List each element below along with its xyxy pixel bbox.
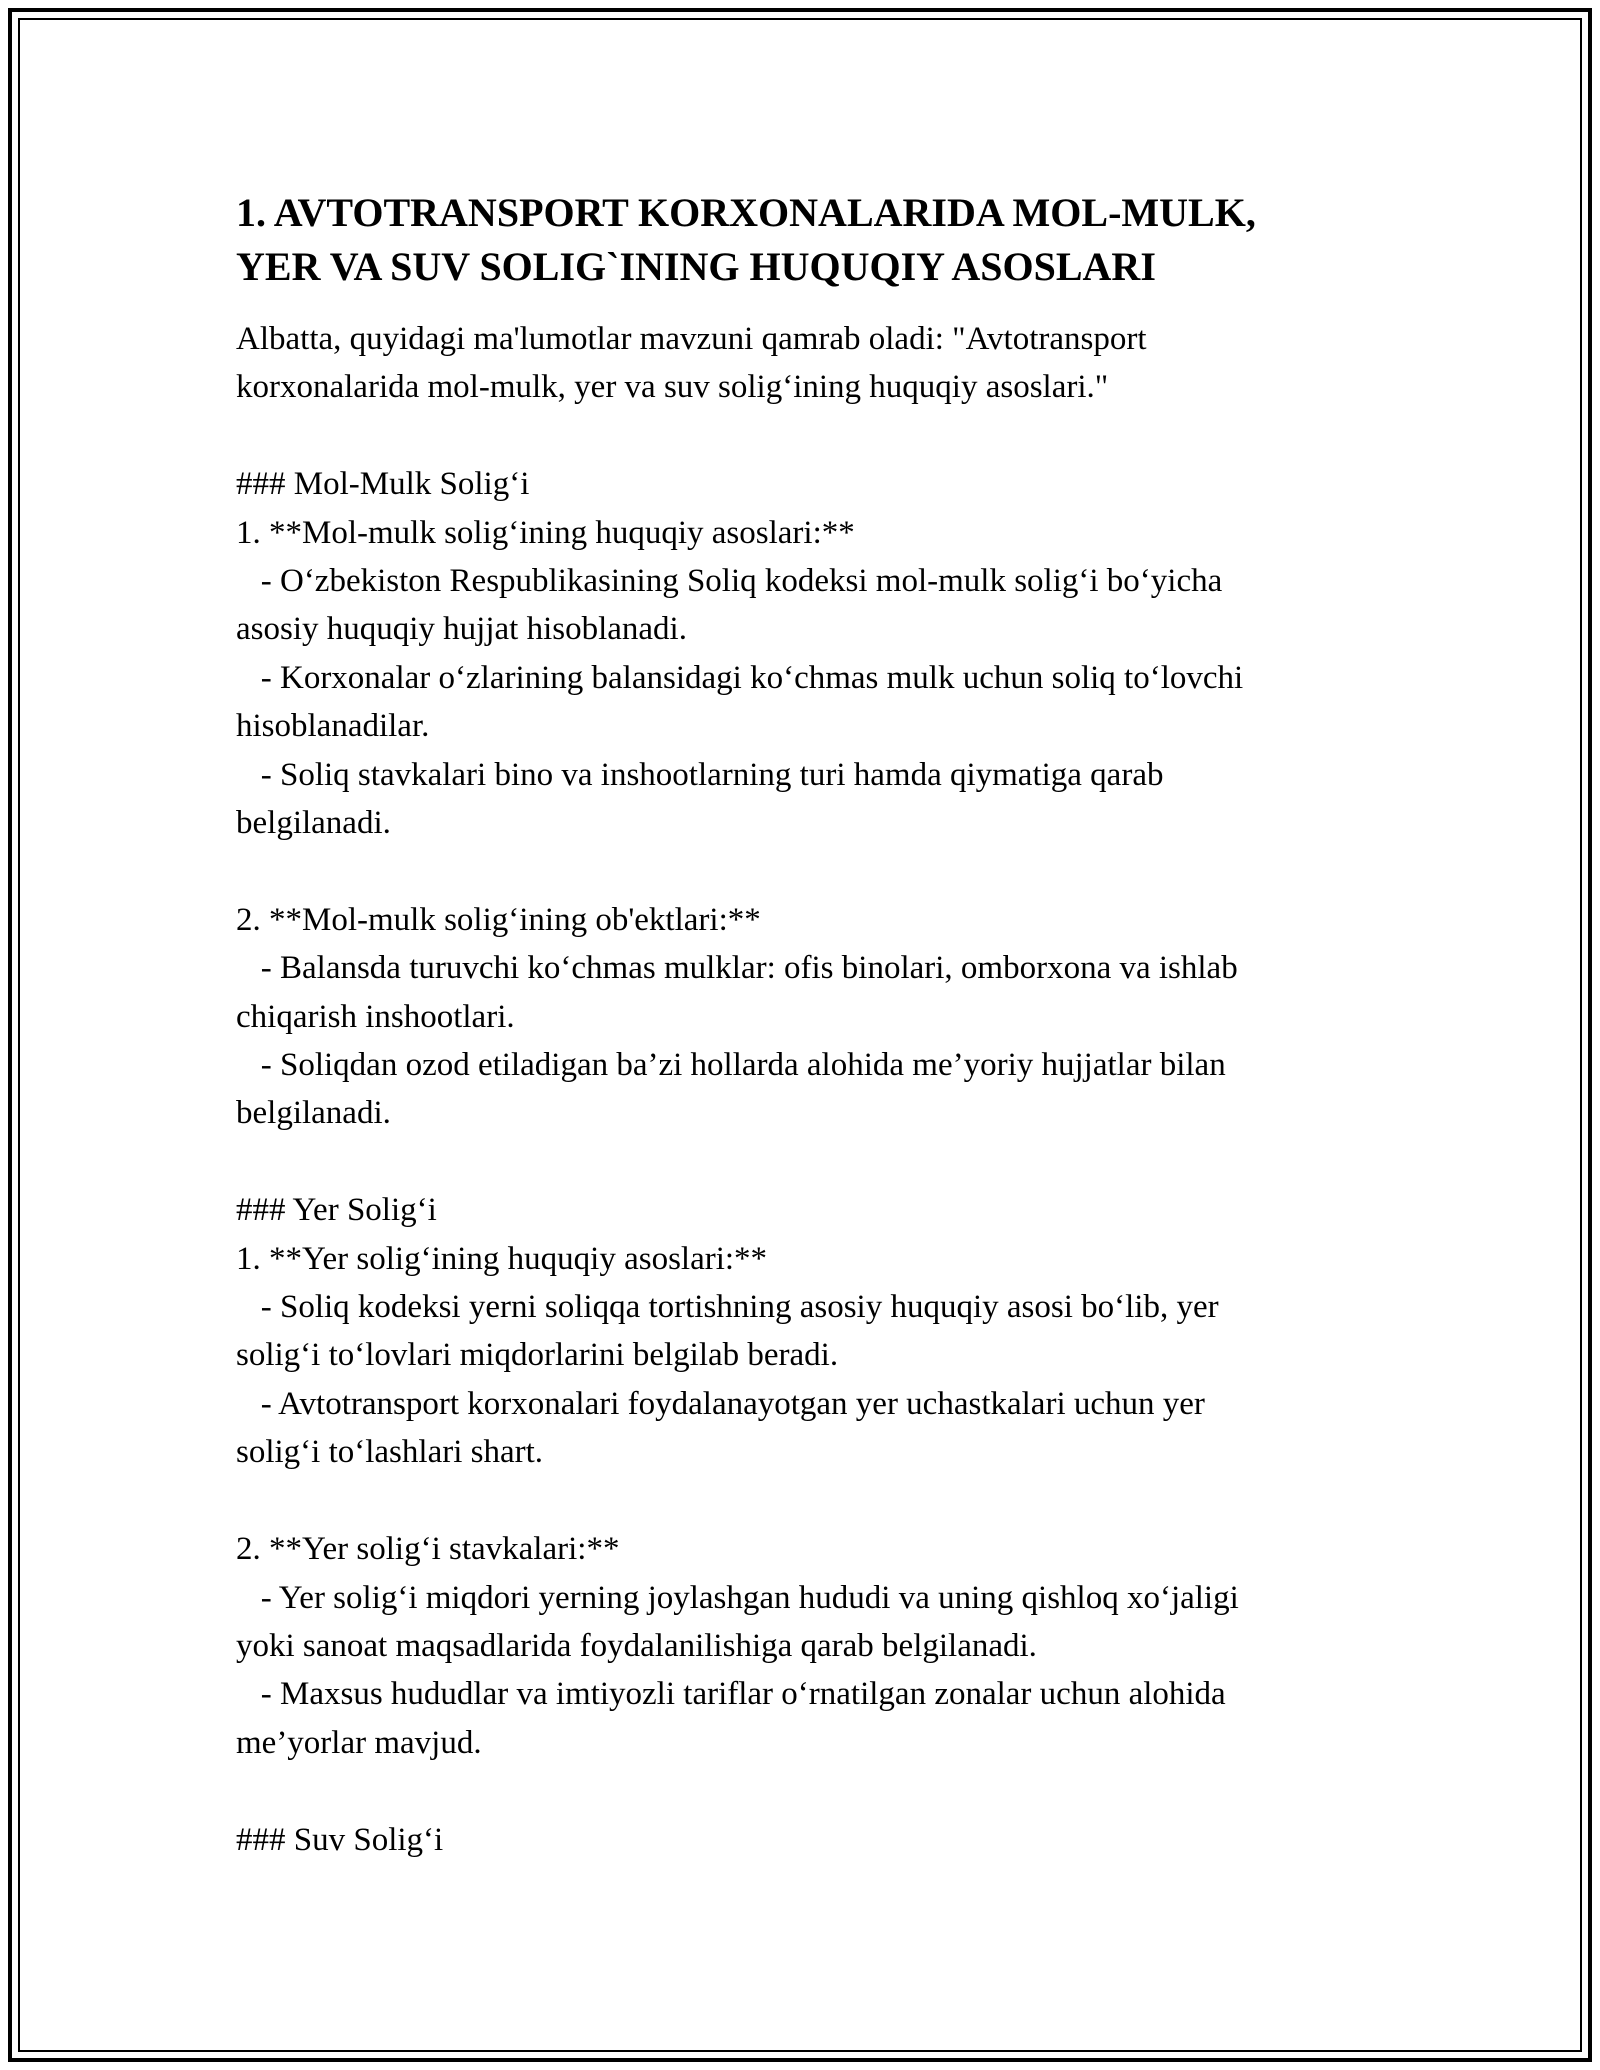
text-line: - Yer solig‘i miqdori yerning joylashgan hududi va uning qishloq xo‘jaligi (236, 1579, 1239, 1616)
blank-line (236, 1767, 1376, 1815)
text-line: - O‘zbekiston Respublikasining Soliq kodeksi mol-mulk solig‘i bo‘yicha (236, 563, 1223, 600)
blank-line (236, 1138, 1376, 1186)
text-line: me’yorlar mavjud. (236, 1724, 482, 1761)
document-text (236, 315, 1376, 1864)
text-line: hisoblanadilar. (236, 708, 430, 745)
document-body (236, 186, 1376, 1864)
text-line: - Soliq stavkalari bino va inshootlarning turi hamda qiymatiga qarab (236, 756, 1164, 793)
title-line: YER VA SUV SOLIG`INING HUQUQIY ASOSLARI (236, 244, 1156, 289)
text-line: 1. **Mol-mulk solig‘ining huquqiy asoslari:** (236, 514, 855, 551)
text-line: belgilanadi. (236, 805, 391, 842)
blank-line (236, 847, 1376, 895)
text-line: solig‘i to‘lashlari shart. (236, 1434, 544, 1471)
text-line: - Soliq kodeksi yerni soliqqa tortishning asosiy huquqiy asosi bo‘lib, yer (236, 1289, 1219, 1326)
text-line: Albatta, quyidagi ma'lumotlar mavzuni qamrab oladi: "Avtotransport (236, 321, 1147, 357)
text-line: ### Suv Solig‘i (236, 1821, 444, 1858)
blank-line (236, 1477, 1376, 1525)
text-line: yoki sanoat maqsadlarida foydalanilishiga qarab belgilanadi. (236, 1627, 1037, 1664)
text-line: - Soliqdan ozod etiladigan ba’zi hollarda alohida me’yoriy hujjatlar bilan (236, 1047, 1226, 1084)
text-line: - Korxonalar o‘zlarining balansidagi ko‘chmas mulk uchun soliq to‘lovchi (236, 659, 1244, 696)
text-line: korxonalarida mol-mulk, yer va suv solig‘ining huquqiy asoslari." (236, 369, 1109, 406)
title-line: 1. AVTOTRANSPORT KORXONALARIDA MOL-MULK, (236, 190, 1256, 235)
text-line: 1. **Yer solig‘ining huquqiy asoslari:** (236, 1240, 768, 1277)
blank-line (236, 412, 1376, 460)
text-line: ### Yer Solig‘i (236, 1192, 437, 1229)
text-line: - Balansda turuvchi ko‘chmas mulklar: ofis binolari, omborxona va ishlab (236, 950, 1238, 987)
text-line: - Avtotransport korxonalari foydalanayotgan yer uchastkalari uchun yer (236, 1385, 1205, 1422)
text-line: ### Mol-Mulk Solig‘i (236, 466, 530, 503)
text-line: asosiy huquqiy hujjat hisoblanadi. (236, 611, 687, 648)
text-line: 2. **Yer solig‘i stavkalari:** (236, 1531, 620, 1568)
text-line: - Maxsus hududlar va imtiyozli tariflar o‘rnatilgan zonalar uchun alohida (236, 1676, 1226, 1713)
text-line: chiqarish inshootlari. (236, 998, 515, 1035)
document-title (236, 186, 1376, 294)
text-line: solig‘i to‘lovlari miqdorlarini belgilab beradi. (236, 1337, 839, 1374)
text-line: 2. **Mol-mulk solig‘ining ob'ektlari:** (236, 901, 761, 938)
text-line: belgilanadi. (236, 1095, 391, 1132)
